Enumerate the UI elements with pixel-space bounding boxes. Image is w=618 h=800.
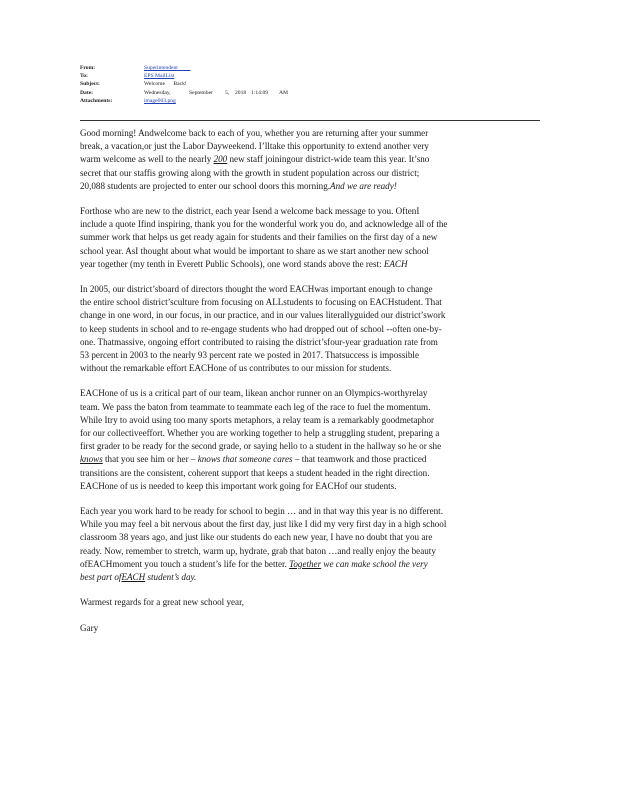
from-link[interactable]: Superintendent [144, 65, 178, 71]
knows-emphasis: knows [80, 454, 103, 465]
email-body [80, 127, 542, 647]
to-link[interactable]: EPS MailList [144, 73, 175, 80]
email-header [80, 64, 540, 105]
paragraph-relay-team: EACHone of us is a critical part of our team, likean anchor runner on an Olympics-worthyrelay team. We pass the baton from teammate to teammate each leg of the race to fuel the momentum. While Itry to avoid using too many sports metaphors, a relay team is a remarkably goodmetaphor for our collectiveeffort. Whether you are working together to help a struggling student, preparing a first grader to be ready for the second grade, or saying hello to a student in the hallway so he or she knows that you see him or her – knows that someone cares – that teamwork and those practiced transitions are the consistent, coherent support that keeps a student headed in the right direction. EACHone of us is needed to keep this important work going for EACHof our students. [80, 388, 442, 491]
from-row [80, 64, 540, 72]
paragraph-encouragement: Each year you work hard to be ready for school to begin … and in that way this year is no different. While you may feel a bit nervous about the first day, just like I did my very first day in a high school classroom 38 years ago, and just like our students do each new year, I have no doubt that you are ready. Now, remember to stretch, warm up, hydrate, grab that baton …and really enjoy the beauty ofEACHmoment you touch a student’s life for the better. Together we can make school the very best part ofEACH student’s day. [80, 506, 447, 583]
subject-row [80, 80, 540, 88]
date-day: Wednesday, [144, 89, 171, 96]
date-year: 2018 [235, 89, 247, 96]
to-row [80, 72, 540, 80]
date-label: Date: [80, 89, 94, 96]
paragraph-welcome-message: Forthose who are new to the district, each year Isend a welcome back message to you. OftenI include a quote Ifind inspiring, thank you for the wonderful work you do, and acknowledge all of the summer work that helps us get ready again for students and their families on the first day of a new school year. AsI thought about what would be important to share as we start another new school year together (my tenth in Everett Public Schools), one word stands above the rest: EACH [80, 206, 448, 269]
new-staff-count: 200 [213, 154, 228, 165]
subject-value: Welcome Back! [144, 81, 187, 88]
date-ampm: AM [279, 89, 289, 96]
paragraph-greeting: Good morning! Andwelcome back to each of you, whether you are returning after your summer break, a vacation,or just the Labor Dayweekend. I’lltake this opportunity to extend another very warm welcome as well to the nearly 200 new staff joiningour district-wide team this year. It’sno secret that our staffis growing along with the growth in student population across our district; 20,088 students are projected to enter our school doors this morning.And we are ready! [80, 128, 430, 191]
attachments-row [80, 97, 540, 105]
date-num: 5, [225, 89, 230, 96]
each-student-emphasis: EACH [121, 572, 146, 583]
someone-cares-emphasis: knows that someone cares [197, 454, 293, 465]
signature: Gary [80, 622, 99, 633]
date-row [80, 89, 540, 97]
attachment-link[interactable]: image003.png [144, 97, 176, 104]
attachments-label: Attachments: [80, 97, 113, 104]
together-emphasis: Together [289, 558, 322, 569]
closing-line: Warmest regards for a great new school year, [80, 597, 245, 608]
we-are-ready-emphasis: And we are ready! [330, 180, 397, 191]
each-emphasis: EACH [383, 258, 408, 269]
date-month: September [189, 89, 213, 96]
subject-label: Subject: [80, 81, 100, 88]
paragraph-history: In 2005, our district’sboard of directors thought the word EACHwas important enough to change the entire school district’sculture from focusing on ALLstudents to focusing on EACHstudent. That change in one word, in our focus, in our practice, and in our values literallyguided our district’swork to keep students in school and to re-engage students who had dropped out of school --often one-by- one. Thatmassive, ongoing effort contributed to raising the district’sfour-year graduation rate from 53 percent in 2003 to the nearly 93 percent rate we posted in 2017. Thatsuccess is impossible without the remarkable effort EACHone of us contributes to our mission for students. [80, 284, 446, 374]
header-divider [80, 120, 540, 121]
from-label: From: [80, 65, 96, 71]
to-label: To: [80, 73, 88, 80]
date-time: 1:14:09 [251, 89, 269, 96]
